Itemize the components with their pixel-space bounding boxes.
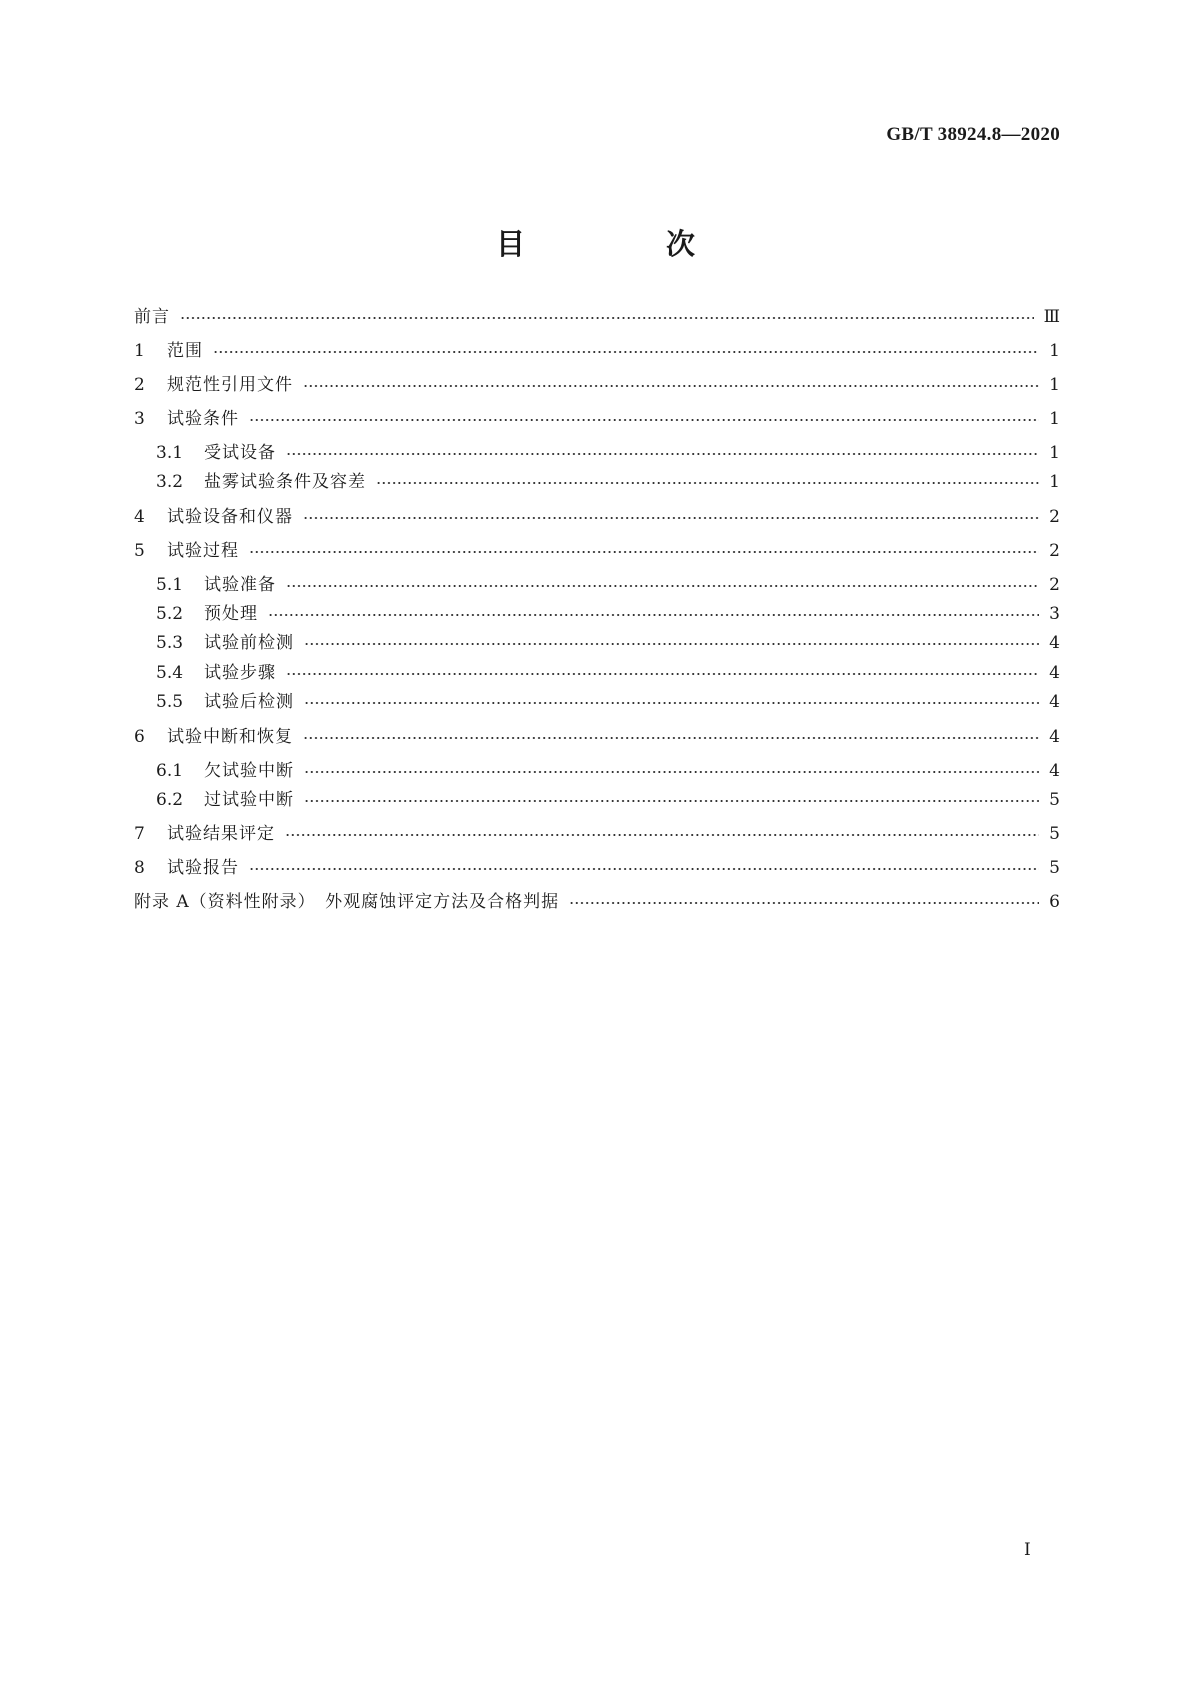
toc-entry-number: 2 — [134, 375, 145, 395]
toc-entry-page: 1 — [1049, 409, 1060, 429]
toc-entry-page: 4 — [1049, 663, 1060, 683]
toc-dot-leader — [304, 639, 1039, 649]
toc-entry-label: 试验中断和恢复 — [167, 727, 293, 747]
toc-entry-page: 5 — [1049, 790, 1060, 810]
standard-number: GB/T 38924.8—2020 — [886, 124, 1060, 145]
toc-entry[interactable] — [156, 441, 1060, 465]
toc-entry-page: 4 — [1049, 633, 1060, 653]
toc-entry[interactable] — [134, 373, 1060, 397]
toc-entry-page: Ⅲ — [1043, 307, 1060, 327]
toc-entry-number: 5.1 — [156, 575, 184, 595]
toc-dot-leader — [180, 313, 1034, 323]
toc-entry-page: 2 — [1049, 541, 1060, 561]
toc-entry-number: 5.4 — [156, 663, 184, 683]
toc-entry-label: 试验报告 — [167, 858, 239, 878]
toc-dot-leader — [303, 381, 1039, 391]
toc-entry-label: 预处理 — [204, 604, 258, 624]
toc-dot-leader — [249, 547, 1039, 557]
toc-entry-page: 6 — [1049, 892, 1060, 912]
toc-entry-label: 试验条件 — [167, 409, 239, 429]
toc-entry[interactable] — [156, 631, 1060, 655]
toc-entry-label: 试验结果评定 — [167, 824, 275, 844]
toc-entry-label: 试验过程 — [167, 541, 239, 561]
toc-entry-number: 6.1 — [156, 761, 184, 781]
toc-dot-leader — [268, 610, 1039, 620]
toc-dot-leader — [286, 669, 1039, 679]
toc-entry-label: 试验前检测 — [204, 633, 294, 653]
toc-dot-leader — [304, 698, 1039, 708]
toc-dot-leader — [286, 449, 1039, 459]
toc-entry[interactable] — [134, 539, 1060, 563]
toc-entry-number: 5 — [134, 541, 145, 561]
page-title: 目 次 — [495, 227, 751, 261]
toc-entry-label: 前言 — [134, 307, 170, 327]
toc-dot-leader — [304, 796, 1039, 806]
toc-dot-leader — [304, 767, 1039, 777]
toc-entry-page: 4 — [1049, 761, 1060, 781]
toc-entry-number: 3.2 — [156, 472, 184, 492]
toc-entry-label: 欠试验中断 — [204, 761, 294, 781]
toc-entry-number: 7 — [134, 824, 145, 844]
toc-entry-page: 1 — [1049, 375, 1060, 395]
toc-entry-number: 3.1 — [156, 443, 184, 463]
toc-entry[interactable] — [156, 788, 1060, 812]
toc-entry-label: 规范性引用文件 — [167, 375, 293, 395]
toc-entry[interactable] — [156, 759, 1060, 783]
toc-entry-page: 4 — [1049, 727, 1060, 747]
toc-entry[interactable] — [156, 690, 1060, 714]
toc-entry-label: 过试验中断 — [204, 790, 294, 810]
toc-entry-number: 5.5 — [156, 692, 184, 712]
toc-dot-leader — [286, 581, 1039, 591]
toc-entry[interactable] — [134, 856, 1060, 880]
toc-dot-leader — [303, 733, 1039, 743]
toc-entry[interactable] — [134, 822, 1060, 846]
toc-entry-page: 2 — [1049, 575, 1060, 595]
toc-entry-label: 受试设备 — [204, 443, 276, 463]
toc-entry-number: 6 — [134, 727, 145, 747]
toc-entry-page: 5 — [1049, 858, 1060, 878]
toc-entry[interactable] — [134, 339, 1060, 363]
toc-entry-number: 5.2 — [156, 604, 184, 624]
toc-entry-label: 试验后检测 — [204, 692, 294, 712]
toc-entry-label: 范围 — [167, 341, 203, 361]
toc-dot-leader — [303, 513, 1039, 523]
toc-dot-leader — [376, 478, 1039, 488]
toc-entry-label: 附录 A（资料性附录） 外观腐蚀评定方法及合格判据 — [134, 892, 560, 912]
toc-entry-number: 6.2 — [156, 790, 184, 810]
toc-entry-number: 4 — [134, 507, 145, 527]
toc-dot-leader — [249, 415, 1039, 425]
toc-entry-page: 1 — [1049, 341, 1060, 361]
toc-entry[interactable] — [156, 573, 1060, 597]
toc-dot-leader — [569, 898, 1039, 908]
toc-entry-number: 3 — [134, 409, 145, 429]
toc-entry-page: 5 — [1049, 824, 1060, 844]
toc-entry[interactable] — [156, 602, 1060, 626]
toc-entry-number: 1 — [134, 341, 145, 361]
toc-entry-page: 4 — [1049, 692, 1060, 712]
toc-entry[interactable] — [134, 725, 1060, 749]
toc-entry-page: 3 — [1049, 604, 1060, 624]
toc-entry-label: 盐雾试验条件及容差 — [204, 472, 366, 492]
toc-entry[interactable] — [134, 305, 1060, 329]
toc-entry-number: 5.3 — [156, 633, 184, 653]
toc-dot-leader — [213, 347, 1039, 357]
toc-entry[interactable] — [134, 505, 1060, 529]
toc-entry-number: 8 — [134, 858, 145, 878]
toc-entry-page: 2 — [1049, 507, 1060, 527]
toc-entry-label: 试验准备 — [204, 575, 276, 595]
toc-entry[interactable] — [134, 407, 1060, 431]
toc-entry[interactable] — [156, 470, 1060, 494]
toc-entry-label: 试验步骤 — [204, 663, 276, 683]
page-number: I — [1024, 1540, 1031, 1560]
toc-entry-label: 试验设备和仪器 — [167, 507, 293, 527]
toc-entry-page: 1 — [1049, 472, 1060, 492]
toc-dot-leader — [249, 864, 1039, 874]
toc-entry[interactable] — [134, 890, 1060, 914]
toc-entry[interactable] — [156, 661, 1060, 685]
toc-entry-page: 1 — [1049, 443, 1060, 463]
toc-dot-leader — [285, 830, 1039, 840]
